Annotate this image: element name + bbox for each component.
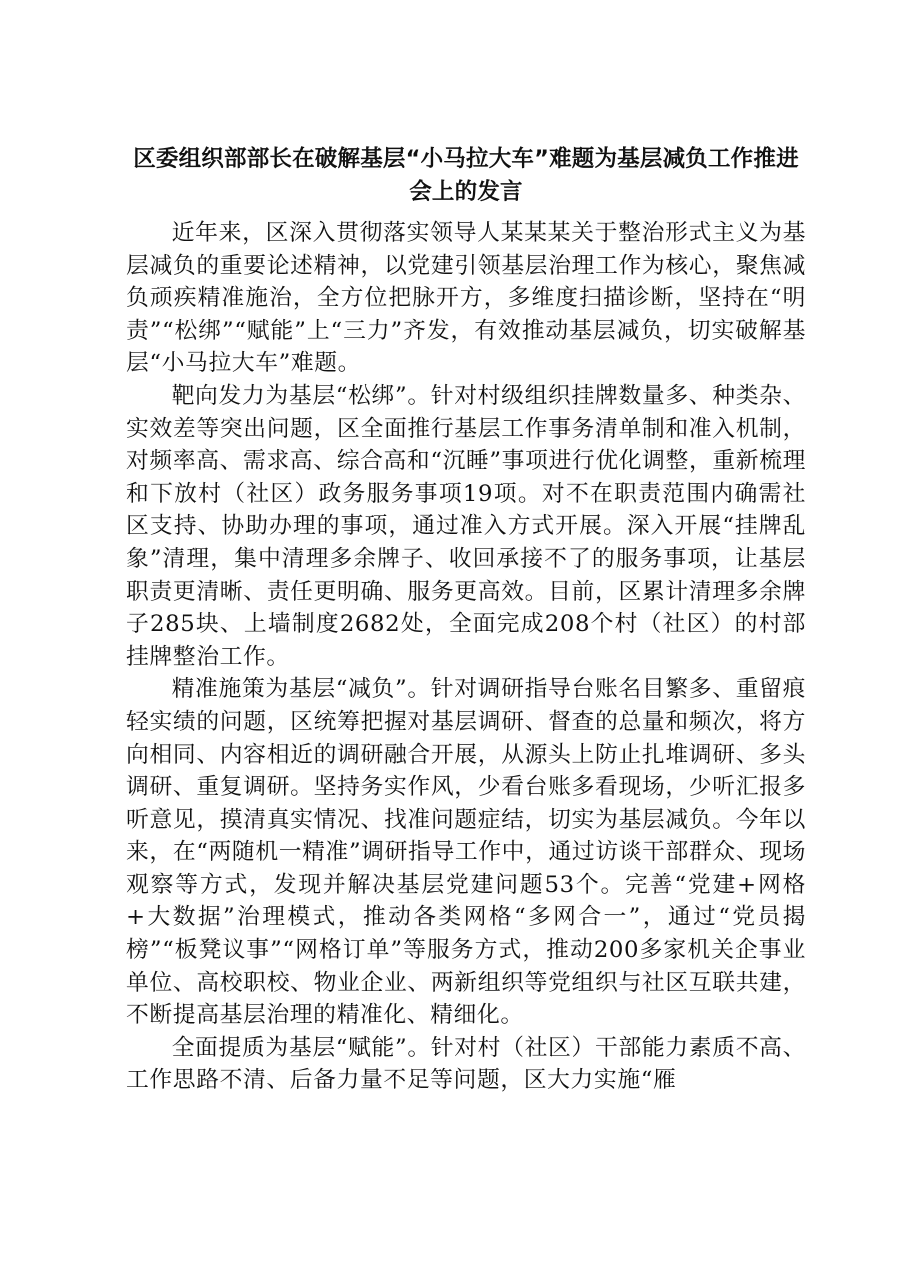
paragraph-empower: 全面提质为基层“赋能”。针对村（社区）干部能力素质不高、工作思路不清、后备力量不足等问题，区大力实施“雁 [126,1034,806,1094]
document-page [126,143,806,1097]
paragraph-reduce-burden: 精准施策为基层“减负”。针对调研指导台账名目繁多、重留痕轻实绩的问题，区统筹把握对基层调研、督查的总量和频次，将方向相同、内容相近的调研融合开展，从源头上防止扎堆调研、多头调研、重复调研。坚持务实作风，少看台账多看现场，少听汇报多听意见，摸清真实情况、找准问题症结，切实为基层减负。今年以来，在“两随机一精准”调研指导工作中，通过访谈干部群众、现场观察等方式，发现并解决基层党建问题53个。完善“党建+网格+大数据”治理模式，推动各类网格“多网合一”，通过“党员揭榜”“板凳议事”“网格订单”等服务方式，推动200多家机关企事业单位、高校职校、物业企业、两新组织等党组织与社区互联共建，不断提高基层治理的精准化、精细化。 [126,676,806,1029]
paragraph-intro: 近年来，区深入贯彻落实领导人某某某关于整治形式主义为基层减负的重要论述精神，以党建引领基层治理工作为核心，聚焦减负顽疾精准施治，全方位把脉开方，多维度扫描诊断，坚持在“明责”“松绑”“赋能”上“三力”齐发，有效推动基层减负，切实破解基层“小马拉大车”难题。 [126,220,806,377]
document-title: 区委组织部部长在破解基层“小马拉大车”难题为基层减负工作推进会上的发言 [133,146,799,205]
paragraph-untie: 靶向发力为基层“松绑”。针对村级组织挂牌数量多、种类杂、实效差等突出问题，区全面推行基层工作事务清单制和准入机制，对频率高、需求高、综合高和“沉睡”事项进行优化调整，重新梳理和下放村（社区）政务服务事项19项。对不在职责范围内确需社区支持、协助办理的事项，通过准入方式开展。深入开展“挂牌乱象”清理，集中清理多余牌子、收回承接不了的服务事项，让基层职责更清晰、责任更明确、服务更高效。目前，区累计清理多余牌子285块、上墙制度2682处，全面完成208个村（社区）的村部挂牌整治工作。 [126,382,806,670]
